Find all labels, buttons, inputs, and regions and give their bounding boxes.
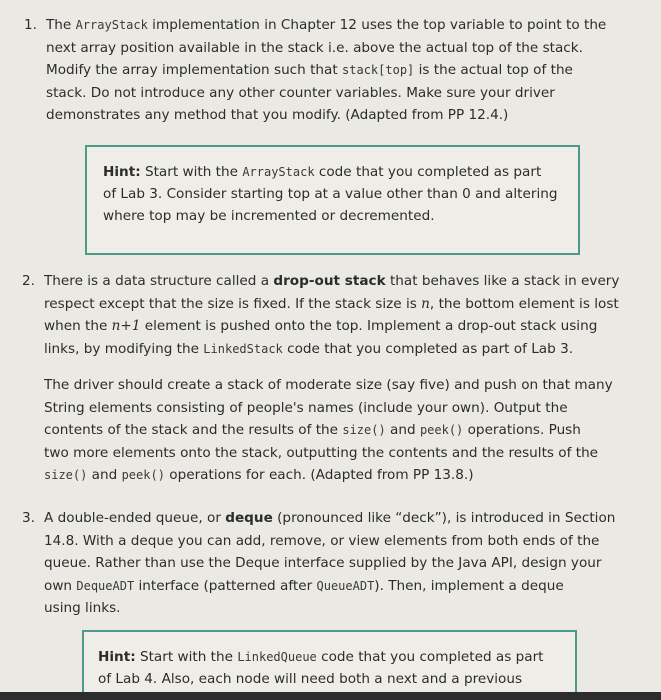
hint1-line-3: where top may be incremented or decremented. — [103, 208, 435, 224]
q3-line-2: 14.8. With a deque you can add, remove, or view elements from both ends of the — [44, 532, 600, 549]
hint1-line-1: Hint: Start with the ArrayStack code that you completed as part — [103, 164, 542, 180]
code-size: size() — [44, 468, 88, 482]
code-arraystack: ArrayStack — [75, 18, 148, 32]
term-drop-out-stack: drop-out stack — [273, 273, 386, 289]
hint-box-3 — [82, 630, 577, 700]
code-queueadt: QueueADT — [316, 578, 375, 593]
code-arraystack: ArrayStack — [242, 165, 315, 179]
q2-p2-line-3: contents of the stack and the results of the size() and peek() operations. Push — [44, 422, 581, 438]
q2-p2-line-4: two more elements onto the stack, outputting the contents and the results of the — [44, 444, 599, 461]
q2-line-2: respect except that the size is fixed. If the stack size is n, the bottom element is lost — [44, 295, 619, 312]
hint3-line-2: of Lab 4. Also, each node will need both a next and a previous — [98, 671, 523, 687]
q3-line-3: queue. Rather than use the Deque interface supplied by the Java API, design your — [44, 555, 602, 571]
hint-label: Hint: — [98, 649, 136, 665]
q3-line-1: A double-ended queue, or deque (pronounced like “deck”), is introduced in Section — [44, 510, 616, 526]
question-2-number: 2. — [22, 273, 35, 289]
hint-box-1 — [85, 145, 580, 255]
q2-line-3: when the n+1 element is pushed onto the top. Implement a drop-out stack using — [44, 318, 598, 334]
code-stack-top: stack[top] — [342, 63, 415, 77]
code-linkedstack: LinkedStack — [203, 341, 283, 356]
hint3-line-1: Hint: Start with the LinkedQueue code that you completed as part — [98, 649, 544, 665]
q2-line-4: links, by modifying the LinkedStack code that you completed as part of Lab 3. — [44, 340, 574, 357]
q3-line-5: using links. — [44, 600, 121, 616]
var-n: n — [421, 295, 430, 312]
code-dequeadt: DequeADT — [76, 578, 135, 593]
q2-p2-line-1: The driver should create a stack of moderate size (say five) and push on that many — [44, 377, 613, 393]
question-1-number: 1. — [24, 17, 37, 33]
q2-p2-line-2: String elements consisting of people's names (include your own). Output the — [44, 399, 568, 416]
term-deque: deque — [225, 510, 273, 526]
q1-line-5: demonstrates any method that you modify. (Adapted from PP 12.4.) — [46, 107, 509, 123]
code-linkedqueue: LinkedQueue — [237, 650, 317, 664]
q3-line-4: own DequeADT interface (patterned after QueueADT). Then, implement a deque — [44, 577, 564, 594]
q1-line-2: next array position available in the stack i.e. above the actual top of the stack. — [46, 39, 583, 56]
code-size: size() — [342, 423, 386, 437]
var-n-plus-1: n+1 — [111, 318, 141, 334]
question-3-number: 3. — [22, 510, 35, 526]
code-peek: peek() — [121, 468, 165, 482]
bottom-edge-bar — [0, 692, 661, 700]
q1-line-1: The ArrayStack implementation in Chapter 12 uses the top variable to point to the — [46, 17, 607, 33]
q1-line-4: stack. Do not introduce any other counter variables. Make sure your driver — [46, 84, 555, 101]
hint1-line-2: of Lab 3. Consider starting top at a value other than 0 and altering — [103, 186, 558, 202]
q2-p2-line-5: size() and peek() operations for each. (Adapted from PP 13.8.) — [44, 467, 474, 483]
code-peek: peek() — [419, 423, 464, 437]
hint-label: Hint: — [103, 164, 141, 180]
q1-line-3: Modify the array implementation such that stack[top] is the actual top of the — [46, 62, 573, 78]
q2-line-1: There is a data structure called a drop-out stack that behaves like a stack in every — [44, 273, 620, 289]
